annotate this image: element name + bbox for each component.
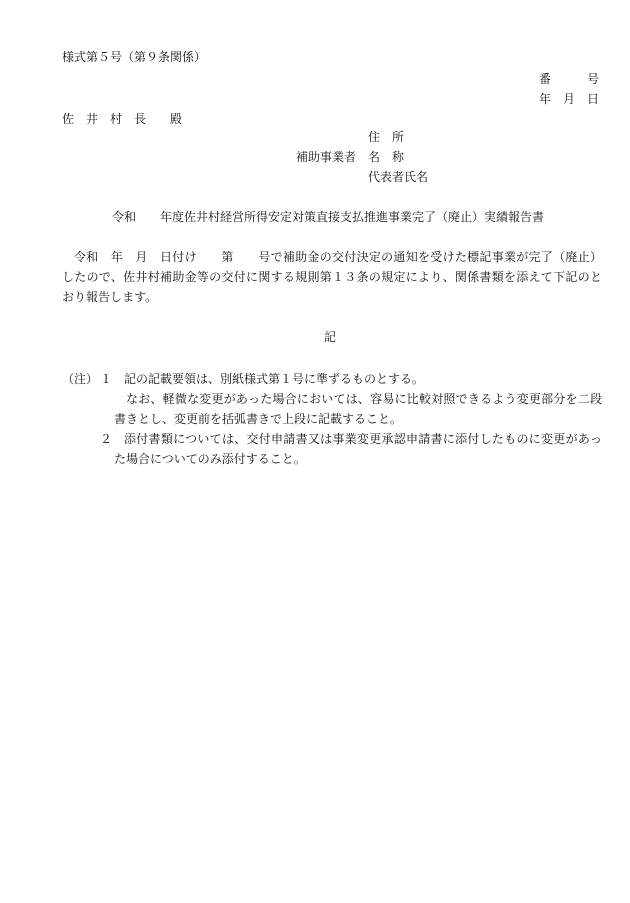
note-2-number: ２ xyxy=(100,432,113,446)
body-line-3: おり報告します。 xyxy=(62,290,158,304)
document-title: 令和 年度佐井村経営所得安定対策直接支払推進事業完了（廃止）実績報告書 xyxy=(112,210,545,224)
notes-label: （注） xyxy=(62,372,99,386)
form-number: 様式第５号（第９条関係） xyxy=(62,50,207,64)
record-heading: 記 xyxy=(324,330,337,344)
name-label: 名 称 xyxy=(368,150,405,164)
representative-label: 代表者氏名 xyxy=(368,170,429,184)
date-label: 年 月 日 xyxy=(539,92,600,106)
note-2-continuation-1: た場合についてのみ添付すること。 xyxy=(114,452,306,466)
body-line-2: したので、佐井村補助金等の交付に関する規則第１３条の規定により、関係書類を添えて下記のと xyxy=(62,270,602,284)
addressee: 佐 井 村 長 殿 xyxy=(62,112,183,126)
note-1-number: １ xyxy=(100,372,113,386)
note-2-text: 添付書類については、交付申請書又は事業変更承認申請書に添付したものに変更があっ xyxy=(124,432,602,446)
address-label: 住 所 xyxy=(368,130,405,144)
note-1-text: 記の記載要領は、別紙様式第１号に準ずるものとする。 xyxy=(124,372,425,386)
note-1-continuation-1: なお、軽微な変更があった場合においては、容易に比較対照できるよう変更部分を二段 xyxy=(126,392,602,406)
body-line-1: 令和 年 月 日付け 第 号で補助金の交付決定の通知を受けた標記事業が完了（廃止） xyxy=(74,250,602,264)
note-1-continuation-2: 書きとし、変更前を括弧書きで上段に記載すること。 xyxy=(114,412,403,426)
applicant-role-label: 補助事業者 xyxy=(296,150,357,164)
number-label: 番 号 xyxy=(539,72,600,86)
